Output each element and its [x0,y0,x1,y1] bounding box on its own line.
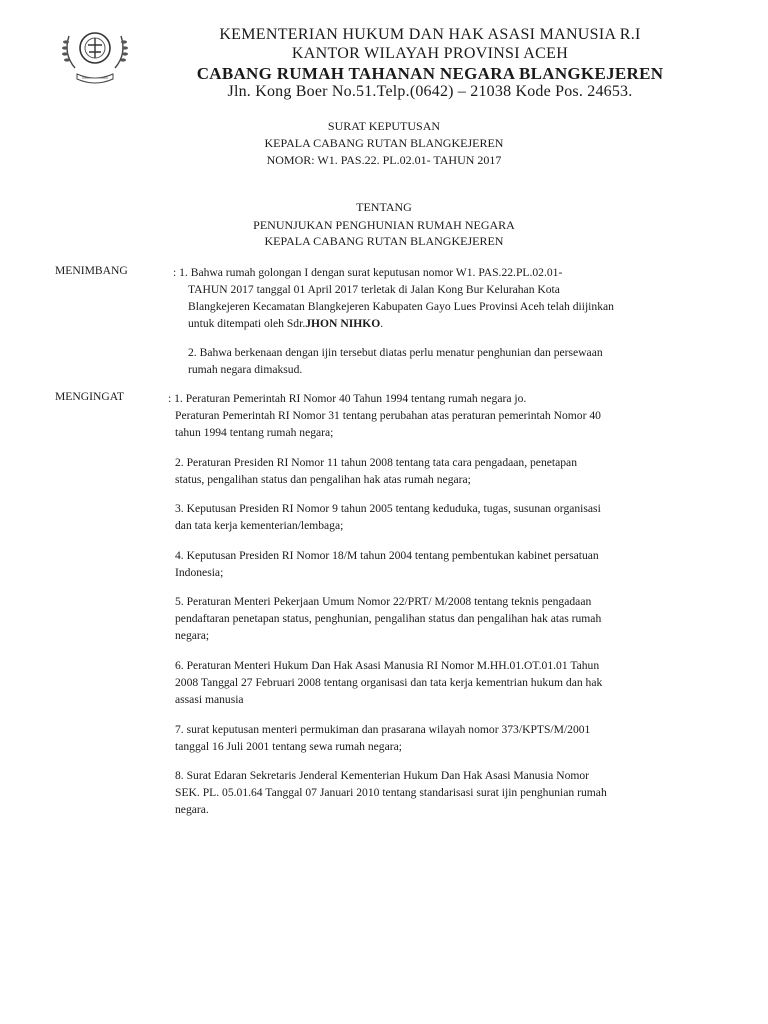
subject-line-2: KEPALA CABANG RUTAN BLANGKEJEREN [264,234,504,248]
menimbang-1-post: . [380,317,384,330]
mengingat-4-line-1: 4. Keputusan Presiden RI Nomor 18/M tahun 2004 tentang pembentukan kabinet persatuan [175,549,599,562]
header-branch: CABANG RUMAH TAHANAN NEGARA BLANGKEJEREN [196,64,664,83]
doc-type: SURAT KEPUTUSAN [327,119,441,133]
mengingat-2-line-2: status, pengalihan status dan pengalihan hak atas rumah negara; [175,473,471,486]
emblem-logo [55,18,135,88]
mengingat-1-line-3: tahun 1994 tentang rumah negara; [175,426,334,439]
mengingat-6-line-1: 6. Peraturan Menteri Hukum Dan Hak Asasi Manusia RI Nomor M.HH.01.OT.01.01 Tahun [175,659,600,672]
mengingat-1-line-1: : 1. Peraturan Pemerintah RI Nomor 40 Tahun 1994 tentang rumah negara jo. [168,392,527,405]
header-ministry: KEMENTERIAN HUKUM DAN HAK ASASI MANUSIA R.I [219,26,641,43]
mengingat-label: MENGINGAT [55,390,124,403]
menimbang-1-line-3: Blangkejeren Kecamatan Blangkejeren Kabupaten Gayo Lues Provinsi Aceh telah diijinkan [188,300,614,313]
mengingat-7-line-2: tanggal 16 Juli 2001 tentang sewa rumah negara; [175,740,402,753]
subject-line-1: PENUNJUKAN PENGHUNIAN RUMAH NEGARA [253,218,515,232]
mengingat-5-line-1: 5. Peraturan Menteri Pekerjaan Umum Nomor 22/PRT/ M/2008 tentang teknis pengadaan [175,595,592,608]
mengingat-3-line-1: 3. Keputusan Presiden RI Nomor 9 tahun 2005 tentang keduduka, tugas, susunan organisasi [175,502,601,515]
menimbang-1-line-2: TAHUN 2017 tanggal 01 April 2017 terletak di Jalan Kong Bur Kelurahan Kota [188,283,560,296]
mengingat-2-line-1: 2. Peraturan Presiden RI Nomor 11 tahun 2008 tentang tata cara pengadaan, penetapan [175,456,577,469]
menimbang-1-line-4 [188,315,383,332]
mengingat-6-line-3: assasi manusia [175,693,244,706]
mengingat-5-line-2: pendaftaran penetapan status, penghunian, pengalihan status dan pengalihan hak atas rumah [175,612,602,625]
header-address: Jln. Kong Boer No.51.Telp.(0642) – 21038 Kode Pos. 24653. [227,83,633,100]
menimbang-label: MENIMBANG [55,264,128,277]
mengingat-1-line-2: Peraturan Pemerintah RI Nomor 31 tentang perubahan atas peraturan pemerintah Nomor 40 [175,409,601,422]
mengingat-5-line-3: negara; [175,629,210,642]
mengingat-8-line-2: SEK. PL. 05.01.64 Tanggal 07 Januari 2010 tentang standarisasi surat ijin penghunian rumah [175,786,607,799]
mengingat-4-line-2: Indonesia; [175,566,224,579]
doc-number: NOMOR: W1. PAS.22. PL.02.01- TAHUN 2017 [266,153,502,167]
menimbang-2-line-1: 2. Bahwa berkenaan dengan ijin tersebut diatas perlu menatur penghunian dan persewaan [188,346,603,359]
menimbang-2-line-2: rumah negara dimaksud. [188,363,303,376]
mengingat-6-line-2: 2008 Tanggal 27 Februari 2008 tentang organisasi dan tata kerja kementrian hukum dan hak [175,676,603,689]
menimbang-1-line-1: : 1. Bahwa rumah golongan I dengan surat keputusan nomor W1. PAS.22.PL.02.01- [173,266,563,279]
menimbang-1-pre: untuk ditempati oleh Sdr. [188,317,306,330]
doc-issuer: KEPALA CABANG RUTAN BLANGKEJEREN [264,136,504,150]
occupant-name: JHON NIHKO [305,317,381,330]
header-regional-office: KANTOR WILAYAH PROVINSI ACEH [291,45,569,62]
mengingat-8-line-1: 8. Surat Edaran Sekretaris Jenderal Kementerian Hukum Dan Hak Asasi Manusia Nomor [175,769,590,782]
subject-label: TENTANG [356,200,412,214]
mengingat-7-line-1: 7. surat keputusan menteri permukiman dan prasarana wilayah nomor 373/KPTS/M/2001 [175,723,591,736]
mengingat-8-line-3: negara. [175,803,209,816]
mengingat-3-line-2: dan tata kerja kementerian/lembaga; [175,519,344,532]
